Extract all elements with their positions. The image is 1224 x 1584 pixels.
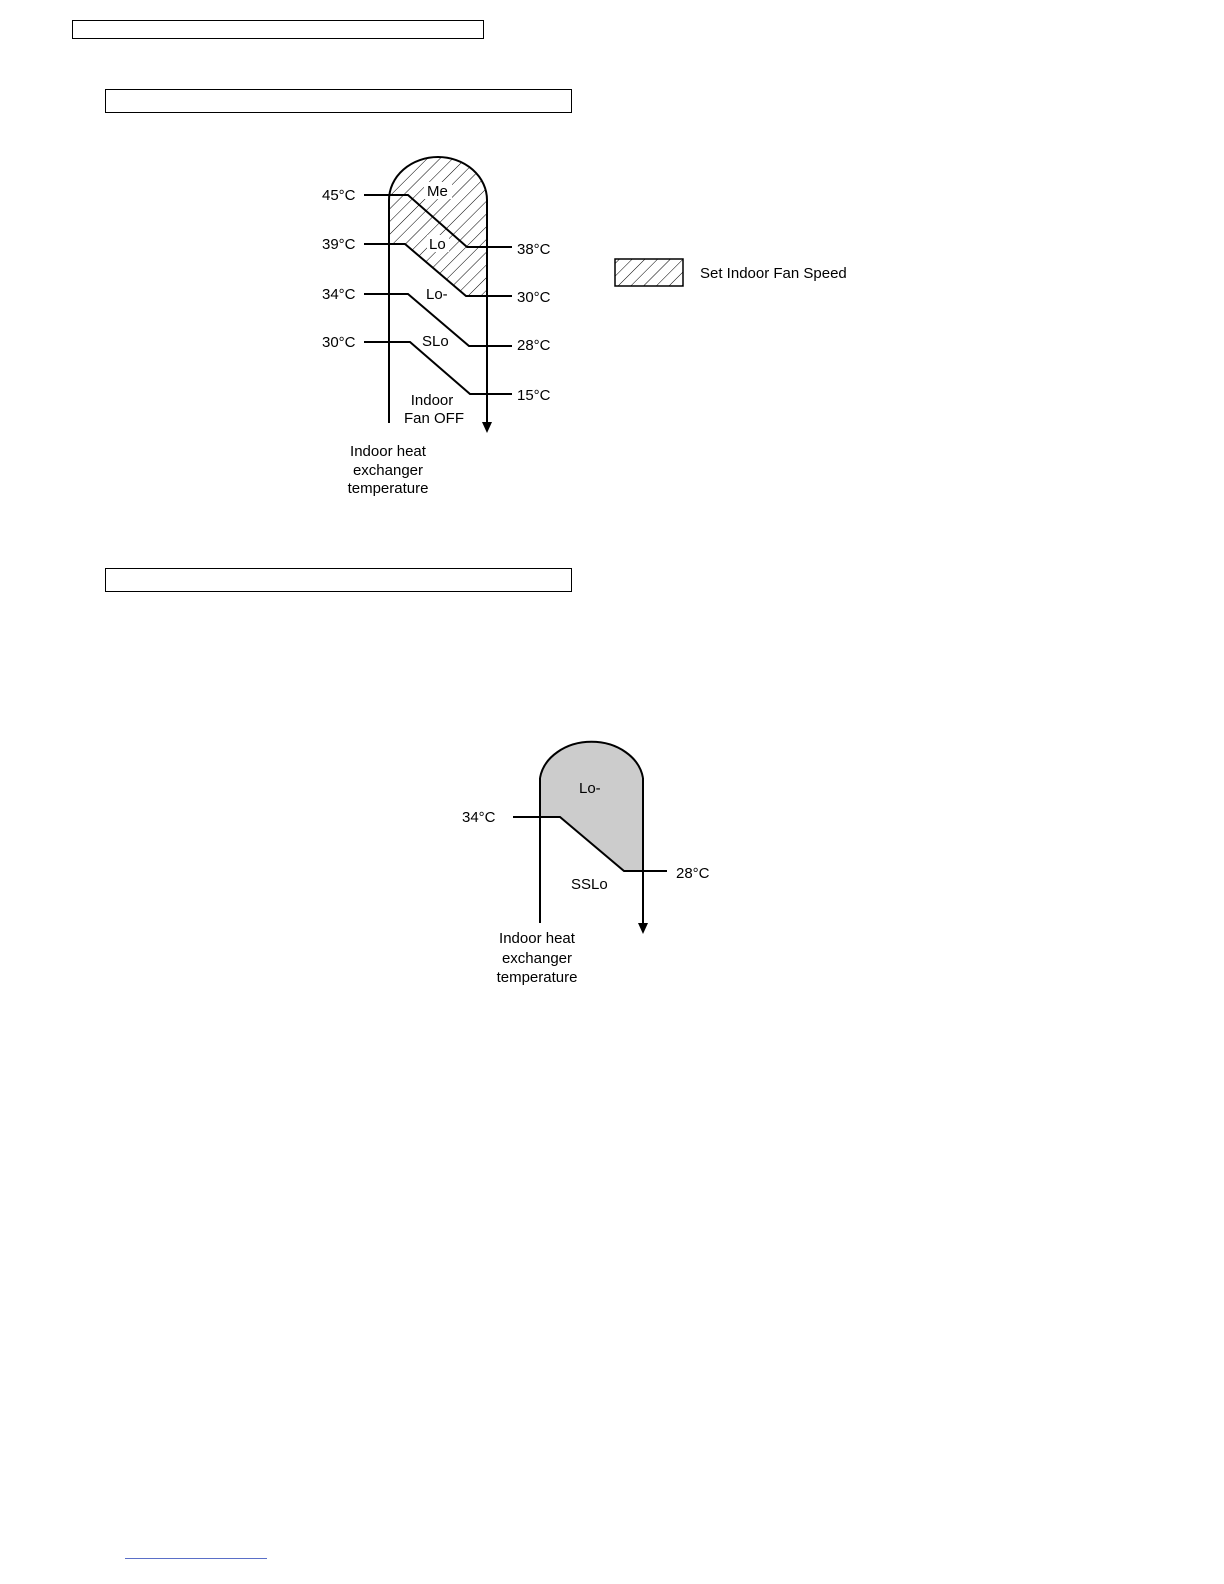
- zone-label-lo-minus-b: Lo-: [579, 780, 601, 797]
- axis-label-b-line1: Indoor heat: [499, 930, 575, 947]
- axis-label-line2: exchanger: [352, 462, 424, 479]
- left-temp-34-b: 34°C: [462, 809, 496, 826]
- diagram-2: [462, 742, 710, 986]
- left-temp-39: 39°C: [322, 236, 356, 253]
- fan-off-label-line1: Indoor: [410, 392, 454, 409]
- axis-label-line3: temperature: [347, 480, 429, 497]
- set-speed-hatched-zone: [389, 157, 487, 297]
- axis-label-b-line3: temperature: [496, 969, 578, 986]
- legend: [615, 259, 847, 286]
- right-temp-30: 30°C: [517, 289, 551, 306]
- diagram1-arrowhead: [482, 422, 492, 433]
- legend-label: Set Indoor Fan Speed: [700, 265, 847, 282]
- diagram2-arrowhead: [638, 923, 648, 934]
- right-temp-28: 28°C: [517, 337, 551, 354]
- fan-off-label-line2: Fan OFF: [403, 410, 465, 427]
- left-temp-30: 30°C: [322, 334, 356, 351]
- diagram-1: [322, 157, 551, 497]
- axis-label-b-line2: exchanger: [501, 950, 573, 967]
- zone-label-slo: SLo: [422, 333, 449, 350]
- left-temp-34: 34°C: [322, 286, 356, 303]
- right-temp-15: 15°C: [517, 387, 551, 404]
- zone-label-sslo: SSLo: [571, 876, 608, 893]
- zone-label-lo-minus: Lo-: [426, 286, 448, 303]
- right-temp-28-b: 28°C: [676, 865, 710, 882]
- lo-minus-gray-zone: [540, 742, 643, 871]
- right-temp-38: 38°C: [517, 241, 551, 258]
- zone-label-lo: Lo: [429, 236, 446, 253]
- left-temp-45: 45°C: [322, 187, 356, 204]
- legend-hatch-swatch: [615, 259, 683, 286]
- zone-label-me: Me: [427, 183, 448, 200]
- axis-label-line1: Indoor heat: [350, 443, 426, 460]
